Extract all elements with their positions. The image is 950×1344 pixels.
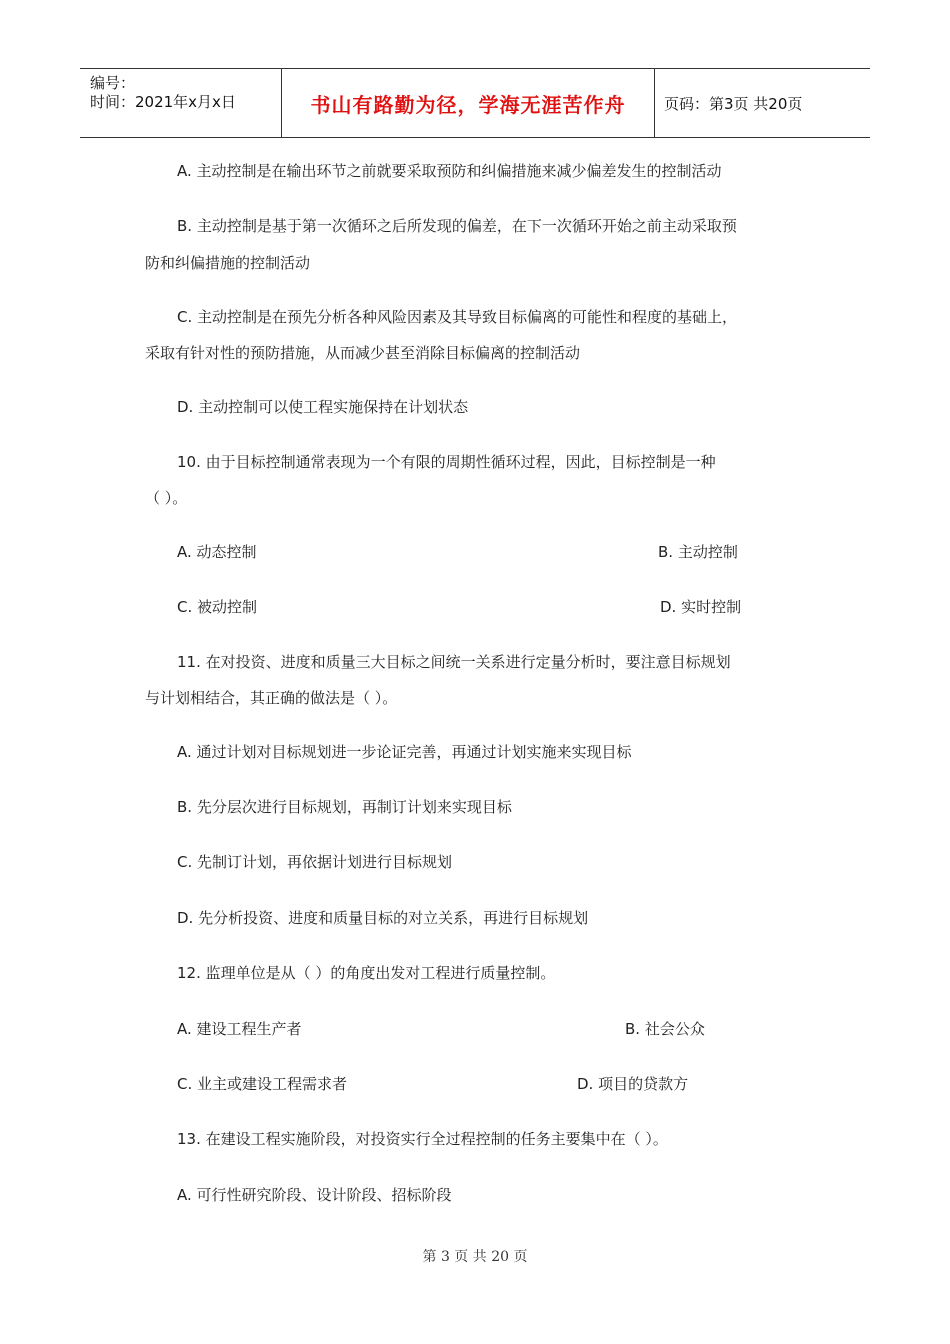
q13-stem: 13. 在建设工程实施阶段，对投资实行全过程控制的任务主要集中在（ ）。 bbox=[177, 1130, 668, 1148]
page-footer: 第 3 页 共 20 页 bbox=[422, 1249, 528, 1265]
q10-stem-line1: 10. 由于目标控制通常表现为一个有限的周期性循环过程，因此，目标控制是一种 bbox=[177, 453, 716, 471]
header-motto-cell bbox=[281, 69, 655, 137]
q12-option-d: D. 项目的贷款方 bbox=[577, 1075, 689, 1093]
q12-stem: 12. 监理单位是从（ ）的角度出发对工程进行质量控制。 bbox=[177, 964, 556, 982]
q11-option-a: A. 通过计划对目标规划进一步论证完善，再通过计划实施来实现目标 bbox=[177, 743, 632, 761]
q11-option-b: B. 先分层次进行目标规划，再制订计划来实现目标 bbox=[177, 798, 512, 816]
q10-option-d: D. 实时控制 bbox=[660, 598, 742, 616]
q9-option-c-line1: C. 主动控制是在预先分析各种风险因素及其导致目标偏离的可能性和程度的基础上， bbox=[177, 308, 738, 326]
q12-option-b: B. 社会公众 bbox=[625, 1020, 705, 1038]
q10-stem-line2: （ ）。 bbox=[145, 489, 188, 507]
q9-option-c-line2: 采取有针对性的预防措施，从而减少甚至消除目标偏离的控制活动 bbox=[145, 344, 581, 362]
q13-option-a: A. 可行性研究阶段、设计阶段、招标阶段 bbox=[177, 1186, 452, 1204]
q9-option-b-line2: 防和纠偏措施的控制活动 bbox=[145, 254, 311, 272]
q9-option-d: D. 主动控制可以使工程实施保持在计划状态 bbox=[177, 398, 469, 416]
q10-option-b: B. 主动控制 bbox=[658, 543, 738, 561]
page-info: 页码：第3页 共20页 bbox=[664, 94, 803, 113]
page-header bbox=[80, 68, 870, 138]
q10-option-a: A. 动态控制 bbox=[177, 543, 257, 561]
q11-stem-line2: 与计划相结合，其正确的做法是（ ）。 bbox=[145, 689, 398, 707]
q12-option-c: C. 业主或建设工程需求者 bbox=[177, 1075, 348, 1093]
q11-option-c: C. 先制订计划，再依据计划进行目标规划 bbox=[177, 853, 453, 871]
q11-stem-line1: 11. 在对投资、进度和质量三大目标之间统一关系进行定量分析时，要注意目标规划 bbox=[177, 653, 731, 671]
number-label: 编号： bbox=[90, 74, 136, 92]
header-page-cell bbox=[654, 69, 870, 137]
time-label: 时间：2021年x月x日 bbox=[90, 93, 236, 111]
q9-option-a: A. 主动控制是在输出环节之前就要采取预防和纠偏措施来减少偏差发生的控制活动 bbox=[177, 162, 722, 180]
q11-option-d: D. 先分析投资、进度和质量目标的对立关系，再进行目标规划 bbox=[177, 909, 589, 927]
header-meta-cell bbox=[80, 69, 280, 137]
q9-option-b-line1: B. 主动控制是基于第一次循环之后所发现的偏差，在下一次循环开始之前主动采取预 bbox=[177, 217, 737, 235]
q10-option-c: C. 被动控制 bbox=[177, 598, 258, 616]
motto: 书山有路勤为径，学海无涯苦作舟 bbox=[310, 92, 626, 117]
q12-option-a: A. 建设工程生产者 bbox=[177, 1020, 302, 1038]
